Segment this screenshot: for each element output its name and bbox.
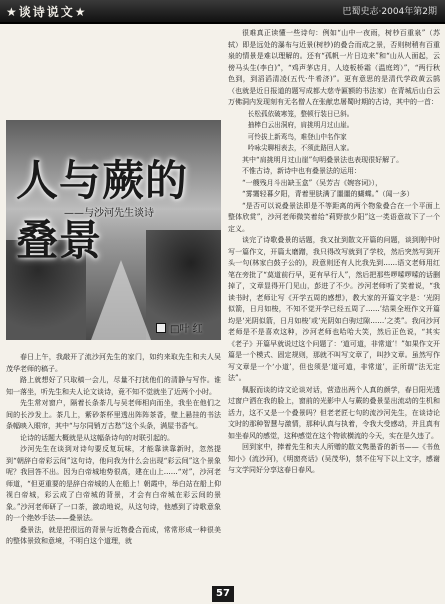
right-paragraph: “是否可以说叠景法即是不等距离的两个物象叠合在一个平面上整体欣赏”，沙河老师微笑着给“莉野歆少阳”这一类语意故下了一个定义。 <box>228 201 440 233</box>
left-paragraph: 先生常对窗户，隔着长条茶几与吴老师相向而坐，我坐在他们之间的长沙发上。茶几上，紫砂茶杯里透出阵阵茶香，壁上悬挂的书法条幅映入眼帘，其中“与尔同销万古愁”这个头条，满屋书香气。 <box>6 399 221 430</box>
section-header-band <box>0 0 445 24</box>
left-paragraph: 叠景法，就是把很远的背景与近物叠合而成，常常形成一种很美的整体景致和意境，不明白这个道理，就 <box>6 525 221 545</box>
article-subtitle: ——与沙河先生谈诗 <box>64 208 154 219</box>
left-column <box>6 352 221 548</box>
right-paragraph: 不惟古诗，新诗中也有叠景法的运用： <box>242 167 361 175</box>
right-paragraph: “雾霭轻暮夕阳，青着里肤满了噩噩的蝴蝶。”（闻一多） <box>242 190 414 198</box>
right-intro: 很难真正读懂一些诗句：例如“山中一夜雨，树杪百重泉”（苏轼）即是远处的瀑布与近景(树杪)的叠合而成之景，否则树稍有百重泉的情景是难以理解的。还有“孤帆一片日边来”和“山从人面起，云傍马头生(李白)”，“鸡声茅店月，人迹板桥霜（温庭筠）”，“两行秋色到，到滔滔清凌(五代·牛希济)”。更有意思的是清代学政黄云鹄（也就是近日报道的题写成都大慈寺匾额的书法家）在青城后山白云万佛洞内发现刻有无名僧人在张献忠屠蜀时期的古诗，其中的一首： <box>228 29 440 106</box>
article-title: 人与蕨的叠景 <box>16 156 189 265</box>
right-paragraph: “一艘残月斗出缺玉盒”（吴芳吉《婉容词》）， <box>242 178 383 187</box>
right-paragraph: 佩服而谈的诗文论谈对话，营造出两个人真的颜学，春日阳光透过窗户洒在我的脸上，窗前的光影中人与蕨的叠景显出流动的生机和活力，这不又是一个叠景吗？但老老匠七句的流沙河先生，在谈诗论文时的那种智慧与激情，那种认真与执着，令我大受感动，并且真有如坐春风的感觉，这种感觉在这个物欲横流的今天，实在是久违了。 <box>228 385 440 440</box>
poem-line: 抽棒白云出洞府，肩挑明月过山崖。 <box>247 121 354 129</box>
section-label: ★谈诗说文★ <box>6 5 88 19</box>
right-paragraph: 谈完了诗歌叠景的话题，我又扯到散文开篇的问题，谈到刚中时写一篇作文，开篇太磨蹭，我只得改写就到了学校，然后突然写到开头一句(林家白鼓子公的)，段意则还有人比我先到……语文老师用红笔在旁批了“莫道前行早，更有早行人”，然后把那些啰嗦啰嗦的话删掉了，文章显得开门见山，彭进了不少。沙河老师听了笑着说，“我读书时，老师让写《开学五周的感想》，教大家的开篇文字是：‘光阴似箭，日月如梭，不知不觉开学已经五周了……’结果全班作文开篇均是‘光阴似箭，日月如梭’或‘光阴如白驹过隙……’之类”。我问沙河老师是不是喜欢这种，沙河老师也哈哈大笑，然后正色说，“其实《老子》开篇早就说过这个问题了：‘道可道，非常道’！”如果作文开篇是一个模式、固定规则，那就不叫写文章了，叫抄文章。虽然写作写文章是一个‘小道’，但也须是‘道可道，非常道’，正所谓“法无定法”。 <box>228 236 440 382</box>
author-box-icon <box>156 323 166 333</box>
poem-line: 长松孤依破寒笼，整顿行装日已斜。 <box>247 109 354 118</box>
page-number: 57 <box>212 586 234 602</box>
poem-line: 吟咏尖聊相表去，不须此路回人家。 <box>247 144 354 152</box>
left-paragraph: 论诗的话题大概就是从这幅条诗句的对联引起的。 <box>20 433 174 442</box>
left-paragraph: 路上就想好了只取稿一会儿，尽量不打扰他们的清静与写作。谁知一落坐，听先生和夫人论文谈诗，竟不知不觉就坐了近两个小时。 <box>6 376 221 396</box>
poem-line: 可怜拔上新鸾鸟，难登山中名作家 <box>247 132 347 141</box>
author-name: □叶 红 <box>170 324 203 335</box>
left-paragraph: 春日上午，我敲开了流沙河先生的家门，如约来取先生和夫人吴茂华老师的稿子。 <box>6 353 221 373</box>
right-paragraph: 其中“肩挑明月过山崖”句明叠景法也表现很好解了。 <box>242 155 404 164</box>
issue-label: 巴蜀史志·2004年第2期 <box>342 7 437 17</box>
right-paragraph: 回到家中，捧着先生和夫人所赠的散文隽墨香的新书——《书鱼知小》(流沙河)，《明窗亮话》(吴茂华)，禁不住写下以上文字，感谢与文学同好分享这春日春风。 <box>228 443 440 474</box>
left-paragraph: 沙河先生在谈到对诗句要反复玩味，才能靠读靠新时，忽然提到“朝辞白帝彩云间”这句诗，他问我为什么会出现“彩云间”这个景象呢？我回答不出。因为白帝城地势很高，建在山上……“对”，沙河老师道，“但更重要的是辞白帝城的人在船上！朝霞中，举白站在船上仰视白帝城，彩云成了白帝城的背景，才会有白帝城在彩云间的景象。”沙河老师研了一口茶，激动地说，从这句诗，他感到了诗歌意象的一个绝妙手法——叠景法。 <box>6 445 221 522</box>
title-photo <box>6 120 221 340</box>
article-author <box>156 320 203 335</box>
right-column <box>228 28 440 477</box>
photo-path <box>91 260 151 340</box>
